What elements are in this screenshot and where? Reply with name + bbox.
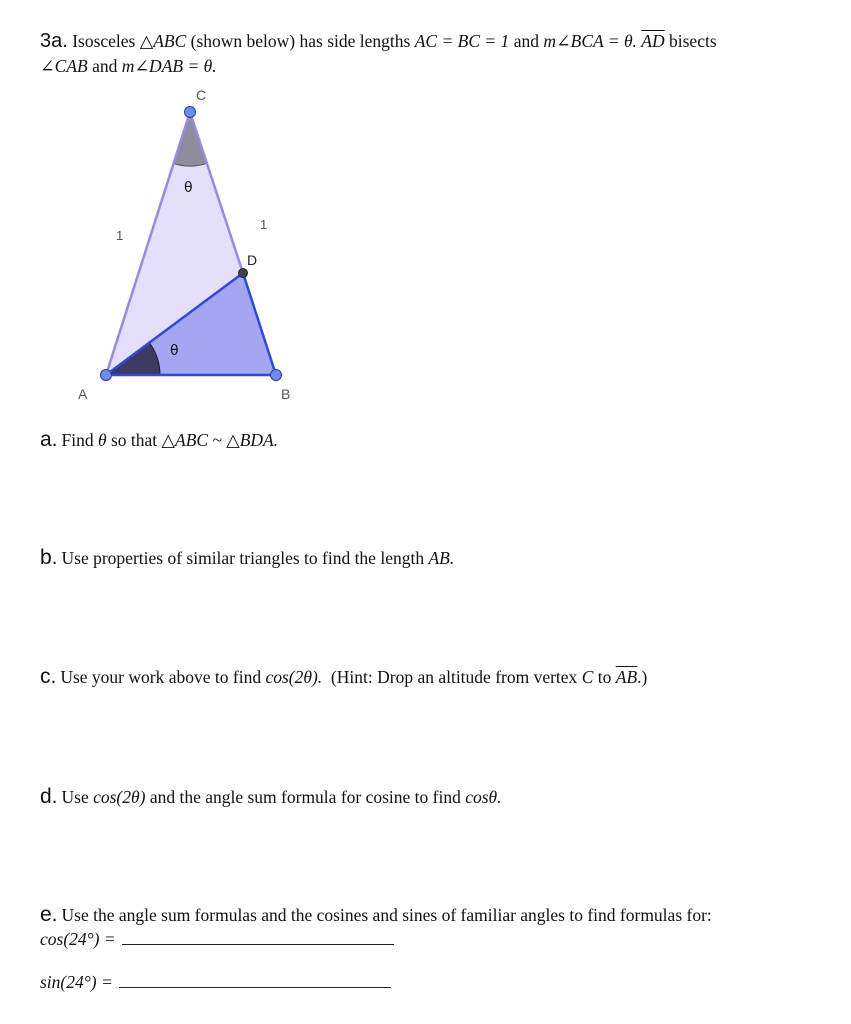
angle-arc-c — [173, 112, 207, 166]
part-e — [40, 903, 712, 927]
stmt-angle-cab: ∠CAB — [40, 56, 88, 76]
part-d-cos2theta: cos(2θ) — [93, 787, 146, 807]
part-c-text-4: .) — [637, 667, 648, 687]
part-d-text-1: Use — [61, 787, 94, 807]
part-c-vertex-c: C — [581, 667, 594, 687]
part-a — [40, 428, 278, 452]
part-a-text-1: Find — [61, 430, 98, 450]
part-d-text-2: and the angle sum formula for cosine to find — [145, 787, 466, 807]
part-b-text: Use properties of similar triangles to find the length — [61, 548, 429, 568]
label-d: D — [247, 252, 258, 268]
part-c-letter: c. — [40, 665, 57, 688]
label-theta-c: θ — [184, 180, 193, 196]
part-d — [40, 785, 502, 809]
part-b-letter: b. — [40, 546, 58, 569]
sin24-answer-blank[interactable] — [119, 975, 391, 988]
part-b — [40, 546, 454, 570]
stmt-angle-dab: m∠DAB = θ. — [121, 56, 217, 76]
point-c — [185, 107, 196, 118]
point-b — [271, 370, 282, 381]
stmt-triangle: △ABC — [139, 31, 187, 51]
triangle-figure — [0, 0, 851, 420]
part-e-letter: e. — [40, 903, 58, 926]
cos24-answer-blank[interactable] — [122, 932, 394, 945]
part-c-segment-ab: $\overline{AB}$ — [615, 667, 638, 687]
part-c-text-3: to — [593, 667, 616, 687]
part-d-letter: d. — [40, 785, 58, 808]
stmt-text-5: and — [87, 56, 122, 76]
sin24-answer-line — [40, 972, 391, 993]
stmt-text-2: (shown below) has side lengths — [186, 31, 415, 51]
label-side-ac: 1 — [116, 228, 124, 243]
part-c-text-2: (Hint: Drop an altitude from vertex — [322, 667, 582, 687]
part-c — [40, 665, 647, 689]
part-a-letter: a. — [40, 428, 58, 451]
stmt-text-4: bisects — [664, 31, 717, 51]
label-theta-a: θ — [170, 343, 179, 359]
part-e-text: Use the angle sum formulas and the cosines and sines of familiar angles to find formulas for: — [61, 905, 712, 925]
part-a-similarity: △ABC ~ △BDA. — [161, 430, 279, 450]
part-b-ab: AB. — [428, 548, 455, 568]
label-b: B — [281, 386, 291, 402]
stmt-side-lengths: AC = BC = 1 — [414, 31, 510, 51]
cos24-label: cos(24°) = — [40, 929, 116, 949]
part-a-text-2: so that — [106, 430, 162, 450]
sin24-label: sin(24°) = — [40, 972, 113, 992]
stmt-segment-ad: $\overline{AD}$ — [641, 31, 665, 51]
point-d — [239, 269, 248, 278]
point-a — [101, 370, 112, 381]
part-c-text-1: Use your work above to find — [60, 667, 266, 687]
part-a-theta: θ — [98, 430, 107, 450]
part-c-cos2theta: cos(2θ). — [265, 667, 323, 687]
part-d-costheta: cosθ. — [465, 787, 502, 807]
label-c: C — [196, 87, 207, 103]
stmt-angle-bca: m∠BCA = θ. — [543, 31, 637, 51]
problem-number: 3a. — [40, 30, 68, 52]
label-side-bc: 1 — [260, 217, 268, 232]
label-a: A — [78, 386, 88, 402]
cos24-answer-line — [40, 929, 394, 950]
stmt-text-1: Isosceles — [72, 31, 140, 51]
stmt-text-3: and — [509, 31, 544, 51]
